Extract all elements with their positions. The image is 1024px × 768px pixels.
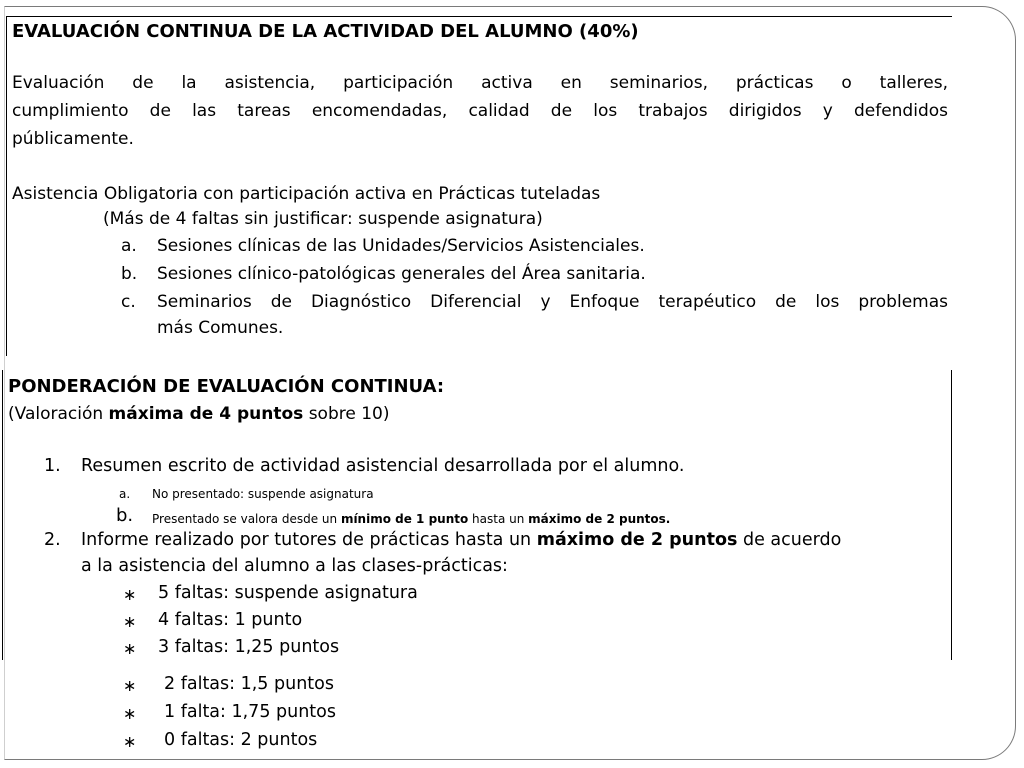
- score-item: 2 faltas: 1,5 puntos: [164, 674, 334, 694]
- sub-b-prefix: Presentado se valora desde un: [152, 512, 341, 526]
- item2-marker: 2.: [44, 530, 61, 550]
- list-marker-a: a.: [121, 236, 137, 256]
- score-item: 3 faltas: 1,25 puntos: [158, 637, 340, 657]
- section1-paragraph-line-3: públicamente.: [12, 129, 134, 149]
- section1-paragraph-line-1: Evaluación de la asistencia, participación activa en seminarios, prácticas o talleres,: [12, 73, 948, 93]
- list-marker-c: c.: [121, 292, 136, 312]
- bullet-star-icon: ∗: [123, 732, 137, 751]
- item2-prefix: Informe realizado por tutores de prácticas hasta un: [81, 530, 537, 550]
- attendance-text: Asistencia Obligatoria con participación activa en Prácticas tuteladas: [12, 184, 601, 204]
- item2-suffix: de acuerdo: [737, 530, 842, 550]
- sub-b-mid: hasta un: [468, 512, 529, 526]
- section1-paragraph-line-2: cumplimiento de las tareas encomendadas, calidad de los trabajos dirigidos y defendidos: [12, 101, 948, 121]
- list-item-c-continuation: más Comunes.: [157, 318, 284, 338]
- bullet-star-icon: ∗: [123, 639, 137, 658]
- list-item-b: Sesiones clínico-patológicas generales del Área sanitaria.: [157, 264, 646, 284]
- item2-bold: máximo de 2 puntos: [536, 530, 738, 550]
- score-item: 5 faltas: suspende asignatura: [158, 583, 418, 603]
- item1-marker: 1.: [44, 456, 61, 476]
- valuation-bold: máxima de 4 puntos: [108, 404, 304, 424]
- sub-b-bold-min: mínimo de 1 punto: [340, 512, 469, 526]
- list-item-c: Seminarios de Diagnóstico Diferencial y Enfoque terapéutico de los problemas: [157, 292, 948, 312]
- valuation-suffix: sobre 10): [303, 404, 390, 424]
- section1-title: EVALUACIÓN CONTINUA DE LA ACTIVIDAD DEL ALUMNO (40%): [12, 21, 639, 42]
- section2-title: PONDERACIÓN DE EVALUACIÓN CONTINUA:: [8, 376, 445, 397]
- sub-b-bold-max: máximo de 2 puntos.: [528, 512, 671, 526]
- score-item: 4 faltas: 1 punto: [158, 610, 303, 630]
- attendance-note: (Más de 4 faltas sin justificar: suspende asignatura): [103, 209, 543, 229]
- score-item: 1 falta: 1,75 puntos: [164, 702, 336, 722]
- valuation-prefix: (Valoración: [8, 404, 109, 424]
- bullet-star-icon: ∗: [123, 704, 137, 723]
- item1-sub-a-text: No presentado: suspende asignatura: [152, 487, 374, 501]
- item1-sub-b-text: [152, 509, 670, 529]
- item1-sub-a-marker: a.: [119, 487, 131, 501]
- score-item: 0 faltas: 2 puntos: [164, 730, 318, 750]
- item1-text: Resumen escrito de actividad asistencial desarrollada por el alumno.: [81, 456, 685, 476]
- list-marker-b: b.: [121, 264, 138, 284]
- item2-line-2: a la asistencia del alumno a las clases-prácticas:: [81, 556, 508, 576]
- bullet-star-icon: ∗: [123, 585, 137, 604]
- item1-sub-b-marker: b.: [116, 505, 134, 526]
- list-item-a: Sesiones clínicas de las Unidades/Servicios Asistenciales.: [157, 236, 645, 256]
- bullet-star-icon: ∗: [123, 612, 137, 631]
- bullet-star-icon: ∗: [123, 676, 137, 695]
- item2-line-1: [81, 530, 841, 550]
- valuation-line: [8, 404, 390, 424]
